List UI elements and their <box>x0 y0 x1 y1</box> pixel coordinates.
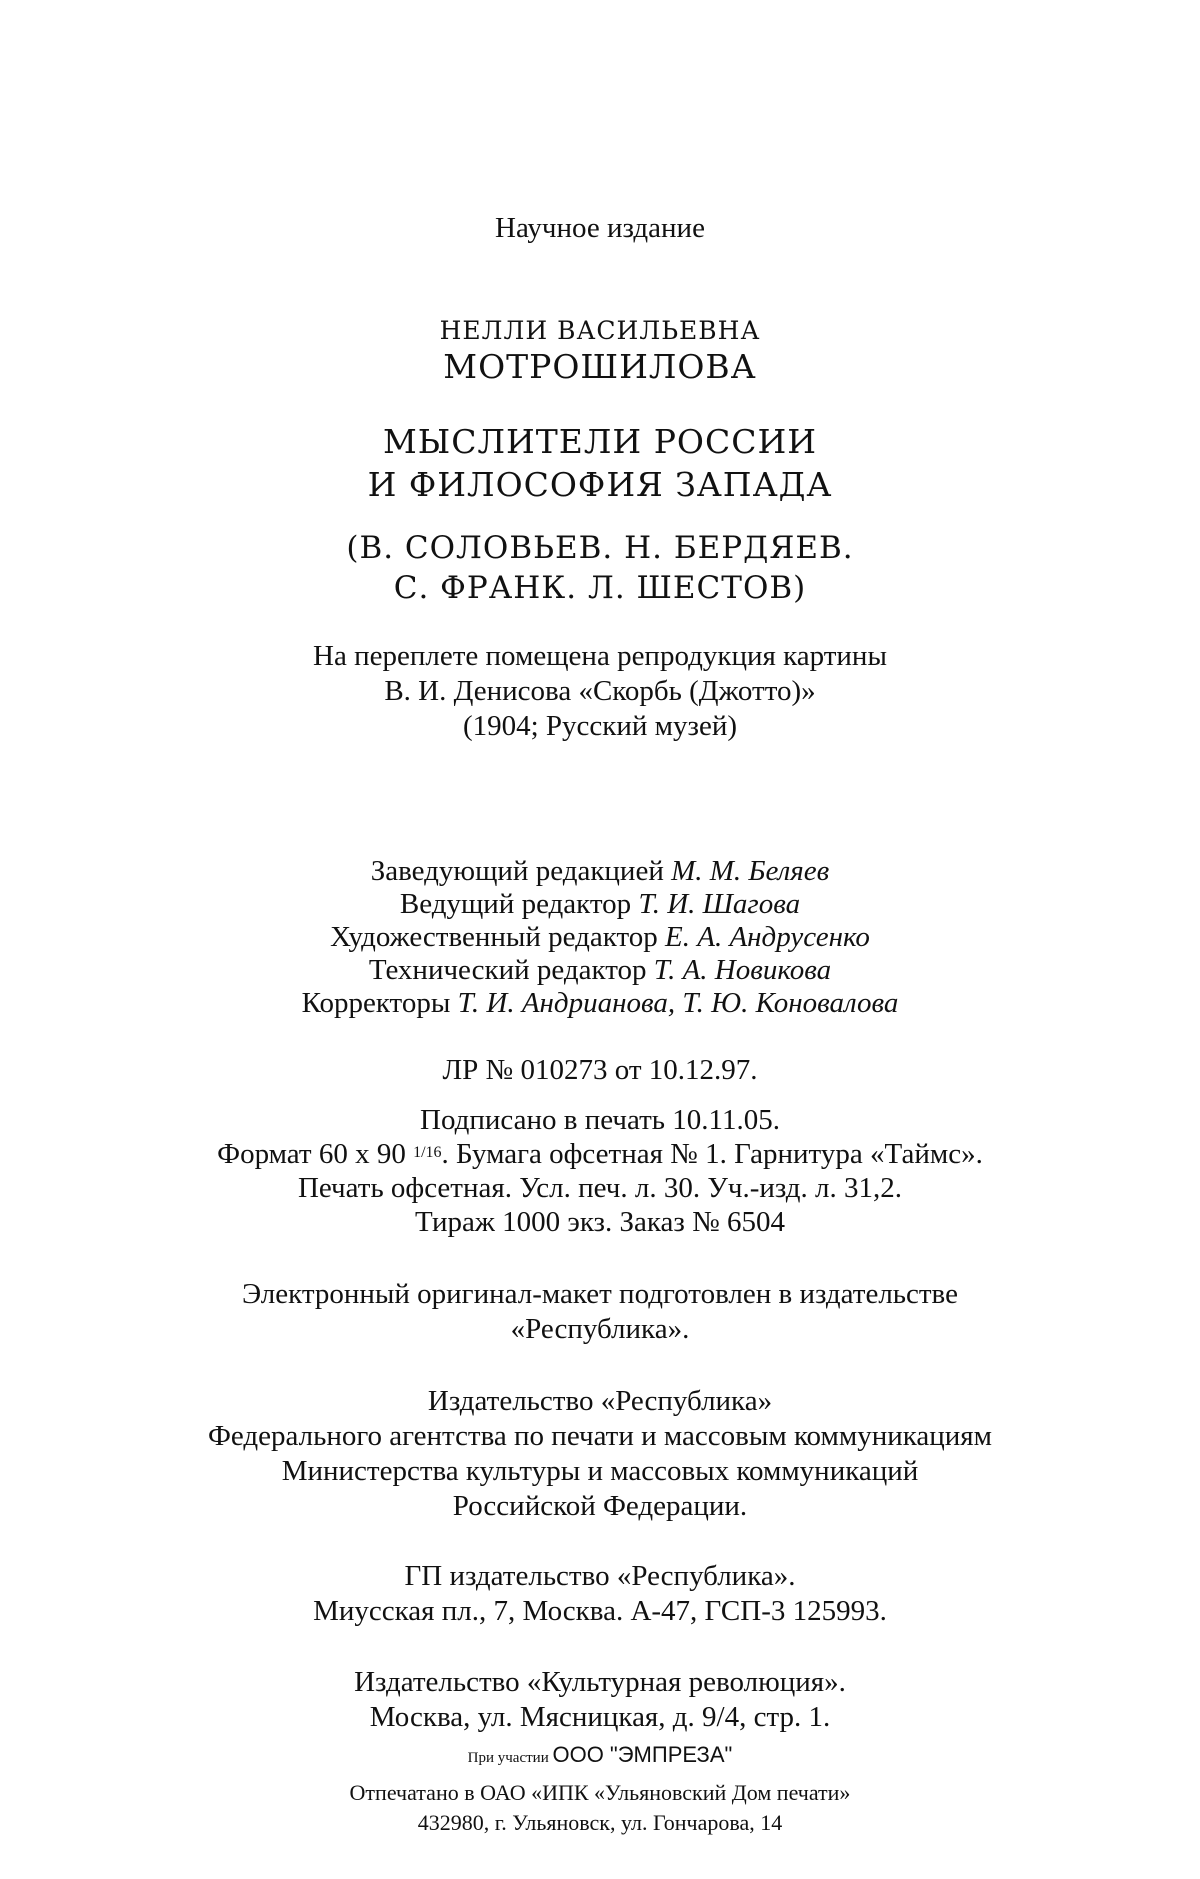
publisher-line-1: Издательство «Республика» <box>427 1385 773 1417</box>
print-details: Печать офсетная. Усл. печ. л. 30. Уч.-изд. л. 31,2. <box>297 1172 903 1204</box>
layout-note-line-1: Электронный оригинал-макет подготовлен в издательстве <box>242 1278 958 1310</box>
book-subtitle-line-1: (В. СОЛОВЬЕВ. Н. БЕРДЯЕВ. <box>346 530 854 566</box>
author-given-names: НЕЛЛИ ВАСИЛЬЕВНА <box>439 316 761 345</box>
book-title-line-2: И ФИЛОСОФИЯ ЗАПАДА <box>367 465 833 504</box>
author-family-name: МОТРОШИЛОВА <box>443 347 757 386</box>
gp-publisher-line-1: ГП издательство «Республика». <box>404 1560 796 1592</box>
format-suffix: . Бумага офсетная № 1. Гарнитура «Таймс». <box>441 1138 983 1170</box>
format-line <box>0 1138 1200 1171</box>
credit-name: М. М. Беляев <box>671 855 830 887</box>
participation-prefix: При участии <box>467 1750 553 1766</box>
cover-note-line-1: На переплете помещена репродукция картины <box>313 640 887 672</box>
cover-note-line-3: (1904; Русский музей) <box>462 710 738 742</box>
credit-line <box>0 921 1200 954</box>
publisher-line-4: Российской Федерации. <box>452 1490 748 1522</box>
credit-role: Ведущий редактор <box>399 888 639 920</box>
book-subtitle-line-2: С. ФРАНК. Л. ШЕСТОВ) <box>393 570 807 606</box>
kr-publisher-line-1: Издательство «Культурная революция». <box>354 1666 846 1698</box>
credit-role: Заведующий редакцией <box>370 855 672 887</box>
credit-name: Т. И. Шагова <box>638 888 801 920</box>
publisher-line-2: Федерального агентства по печати и массовым коммуникациям <box>207 1420 993 1452</box>
credit-line <box>0 954 1200 987</box>
gp-publisher-address: Миусская пл., 7, Москва. А-47, ГСП-3 125993. <box>313 1595 887 1627</box>
credit-line <box>0 855 1200 888</box>
credit-line <box>0 888 1200 921</box>
credit-name: Т. А. Новикова <box>653 954 832 986</box>
credit-role: Художественный редактор <box>330 921 666 953</box>
credit-role: Технический редактор <box>368 954 654 986</box>
credit-role: Корректоры <box>301 987 458 1019</box>
printer-address: 432980, г. Ульяновск, ул. Гончарова, 14 <box>417 1810 783 1835</box>
print-run: Тираж 1000 экз. Заказ № 6504 <box>414 1206 786 1238</box>
credit-name: Е. А. Андрусенко <box>665 921 870 953</box>
participation-line <box>0 1742 1200 1768</box>
license-number: ЛР № 010273 от 10.12.97. <box>442 1054 758 1086</box>
cover-note-line-2: В. И. Денисова «Скорбь (Джотто)» <box>384 675 816 707</box>
layout-note-line-2: «Республика». <box>510 1313 690 1345</box>
printer-line-1: Отпечатано в ОАО «ИПК «Ульяновский Дом печати» <box>349 1780 851 1805</box>
edition-type: Научное издание <box>495 212 705 244</box>
participation-company: ООО "ЭМПРЕЗА" <box>552 1742 733 1767</box>
format-prefix: Формат 60 x 90 <box>217 1138 414 1170</box>
book-title-line-1: МЫСЛИТЕЛИ РОССИИ <box>382 422 818 461</box>
credit-line <box>0 987 1200 1020</box>
format-fraction: 1/16 <box>413 1144 442 1161</box>
credit-name: Т. И. Андрианова, Т. Ю. Коновалова <box>457 987 899 1019</box>
publisher-line-3: Министерства культуры и массовых коммуникаций <box>281 1455 919 1487</box>
kr-publisher-address: Москва, ул. Мясницкая, д. 9/4, стр. 1. <box>369 1701 831 1733</box>
signed-for-print: Подписано в печать 10.11.05. <box>420 1104 780 1136</box>
